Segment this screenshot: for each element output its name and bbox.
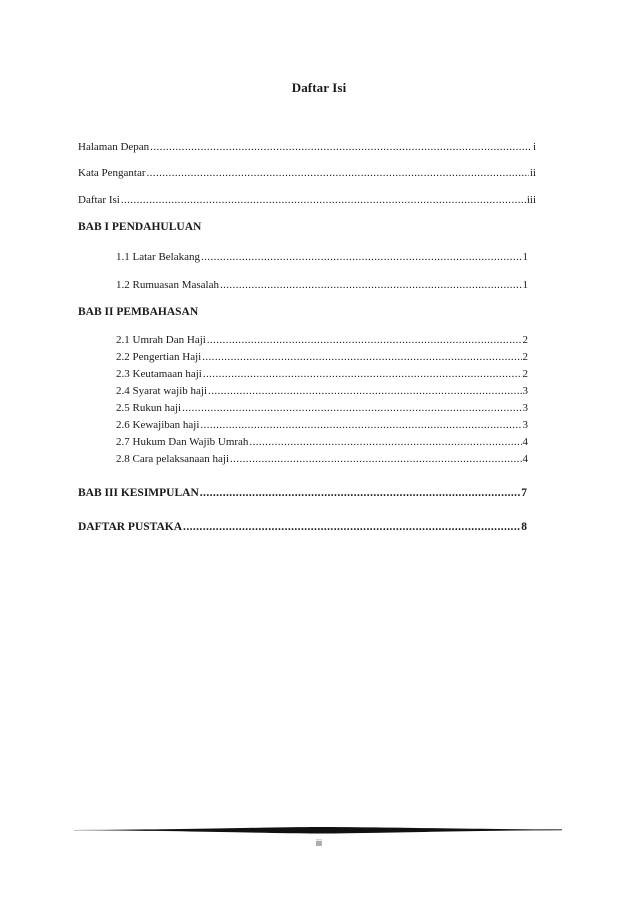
toc-entry-2-7[interactable] — [116, 435, 528, 449]
toc-entry-label: 2.3 Keutamaan haji — [116, 368, 202, 380]
toc-entry-2-1[interactable] — [116, 333, 528, 347]
dot-leader — [150, 140, 532, 154]
toc-entry-page: ii — [529, 167, 536, 179]
toc-entry-2-5[interactable] — [116, 401, 528, 415]
dot-leader — [249, 435, 521, 449]
dot-leader — [203, 367, 522, 381]
toc-entry-1-1[interactable] — [116, 250, 528, 264]
dot-leader — [220, 278, 522, 292]
dot-leader — [183, 520, 520, 534]
toc-entry-page: 8 — [521, 521, 527, 533]
toc-entry-2-4[interactable] — [116, 384, 528, 398]
toc-entry-page: 2 — [522, 368, 528, 380]
toc-entry-page: 3 — [522, 402, 528, 414]
toc-entry-bab-3[interactable] — [78, 486, 527, 500]
toc-entry-page: 3 — [522, 385, 528, 397]
toc-entry-page: 1 — [522, 279, 528, 291]
dot-leader — [147, 166, 529, 180]
toc-entry-label: 2.1 Umrah Dan Haji — [116, 334, 206, 346]
toc-entry-page: 4 — [522, 436, 528, 448]
toc-entry-page: iii — [526, 194, 536, 206]
footer-page-number: iii — [316, 838, 322, 848]
toc-entry-label: Halaman Depan — [78, 141, 150, 153]
toc-entry-2-2[interactable] — [116, 350, 528, 364]
toc-entry-label: 2.6 Kewajiban haji — [116, 419, 200, 431]
toc-entry-page: 2 — [522, 334, 528, 346]
dot-leader — [121, 193, 526, 207]
toc-entry-label: 1.1 Latar Belakang — [116, 251, 200, 263]
toc-entry-halaman-depan[interactable] — [78, 140, 536, 154]
toc-entry-daftar-isi[interactable] — [78, 193, 536, 207]
dot-leader — [200, 486, 520, 500]
toc-entry-label: 1.2 Rumuasan Masalah — [116, 279, 219, 291]
toc-entry-page: 1 — [522, 251, 528, 263]
dot-leader — [230, 452, 521, 466]
toc-entry-label: 2.2 Pengertian Haji — [116, 351, 202, 363]
toc-entry-2-3[interactable] — [116, 367, 528, 381]
toc-entry-page: 3 — [522, 419, 528, 431]
toc-entry-label: 2.7 Hukum Dan Wajib Umrah — [116, 436, 249, 448]
dot-leader — [201, 250, 522, 264]
toc-entry-daftar-pustaka[interactable] — [78, 520, 527, 534]
toc-entry-page: 2 — [522, 351, 528, 363]
dot-leader — [182, 401, 521, 415]
dot-leader — [200, 418, 521, 432]
toc-entry-kata-pengantar[interactable] — [78, 166, 536, 180]
page-title: Daftar Isi — [291, 80, 347, 95]
dot-leader — [207, 333, 522, 347]
toc-entry-page: 4 — [522, 453, 528, 465]
toc-entry-label: Daftar Isi — [78, 194, 120, 206]
dot-leader — [202, 350, 521, 364]
footer-divider — [74, 826, 562, 834]
toc-entry-label: DAFTAR PUSTAKA — [78, 521, 183, 533]
toc-entry-label: BAB III KESIMPULAN — [78, 487, 199, 499]
dot-leader — [208, 384, 521, 398]
toc-entry-label: 2.5 Rukun haji — [116, 402, 182, 414]
toc-entry-page: 7 — [521, 487, 527, 499]
toc-entry-1-2[interactable] — [116, 278, 528, 292]
bab-1-heading: BAB I PENDAHULUAN — [78, 221, 202, 233]
toc-entry-label: Kata Pengantar — [78, 167, 146, 179]
bab-2-heading: BAB II PEMBAHASAN — [78, 306, 199, 318]
toc-entry-2-8[interactable] — [116, 452, 528, 466]
toc-entry-page: i — [532, 141, 536, 153]
toc-entry-2-6[interactable] — [116, 418, 528, 432]
toc-entry-label: 2.8 Cara pelaksanaan haji — [116, 453, 230, 465]
toc-entry-label: 2.4 Syarat wajib haji — [116, 385, 208, 397]
